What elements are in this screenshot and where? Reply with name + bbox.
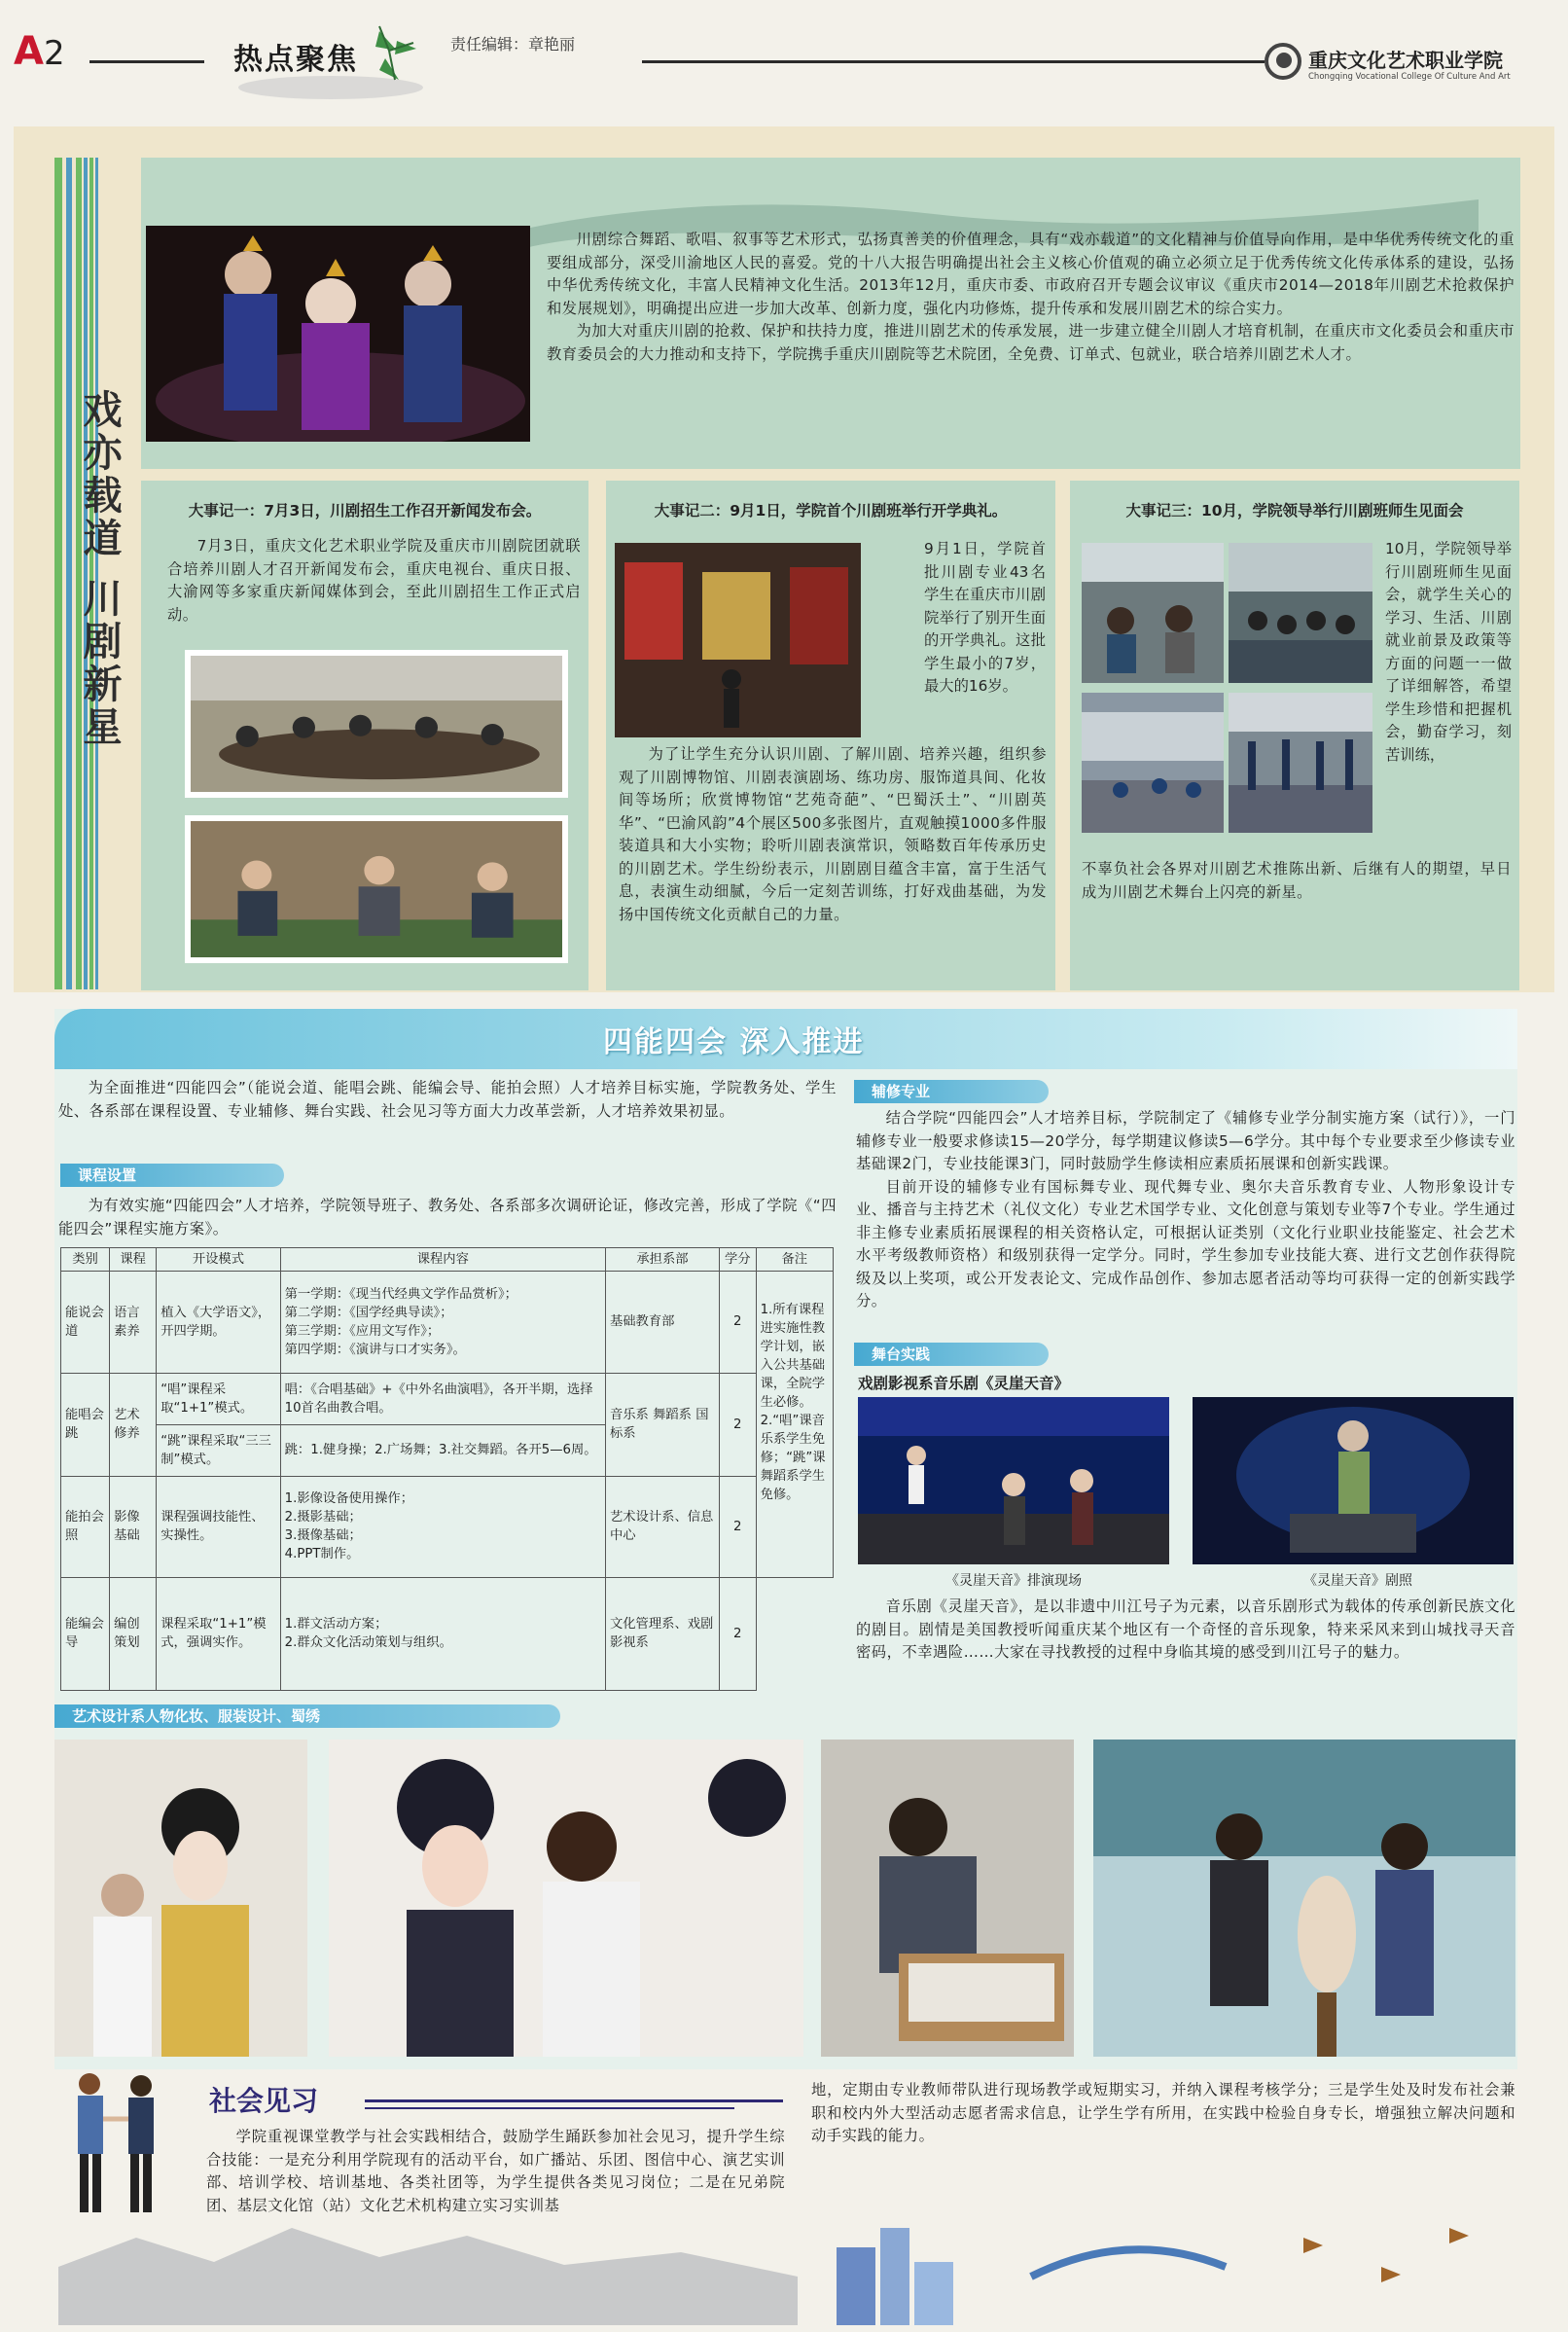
school-emblem-icon	[1265, 43, 1301, 80]
cell-dept: 文化管理系、戏剧影视系	[605, 1577, 719, 1690]
cell-content: 1.影像设备使用操作； 2.摄影基础； 3.摄像基础； 4.PPT制作。	[280, 1476, 605, 1577]
intro-paragraph-1: 川剧综合舞蹈、歌唱、叙事等艺术形式，弘扬真善美的价值理念，具有“戏亦载道”的文化精神与价值导向作用，是中华优秀传统文化的重要组成部分，深受川渝地区人民的喜爱。党的十八大报告明确提出社会主义核心价值观的确立必须立足于优秀传统文化传承体系的建设，弘扬中华优秀传统文化，丰富人民精神文化生活。2013年12月，重庆市委、市政府召开专题会议审议《重庆市2014—2018年川剧艺术抢救保护和发展规划》，明确提出应进一步加大改革、创新力度，强化内功修炼，提升传承和发展川剧艺术的综合实力。	[547, 231, 1515, 317]
course-intro: 为有效实施“四能四会”人才培养，学院领导班子、教务处、各系部多次调研论证，修改完善，形成了学院《“四能四会”课程实施方案》。	[58, 1197, 837, 1238]
cell-course: 编创策划	[110, 1577, 157, 1690]
event-3-title: 大事记三：10月，学院领导举行川剧班师生见面会	[1125, 502, 1464, 520]
event-1-text: 7月3日，重庆文化艺术职业学院及重庆市川剧院团就联合培养川剧人才召开新闻发布会，重庆电视台、重庆日报、大渝网等多家重庆新闻媒体到会，至此川剧招生工作正式启动。	[167, 537, 581, 624]
table-row	[61, 1272, 834, 1373]
event-3-photo-2	[1229, 543, 1372, 683]
stage-text: 音乐剧《灵崖天音》，是以非遗中川江号子为元素，以音乐剧形式为载体的传承创新民族文化的剧目。剧情是美国教授听闻重庆某个地区有一个奇怪的音乐现象，特来采风来到山城找寻天音密码，不幸遇险……大家在寻找教授的过程中身临其境的感受到川江号子的魅力。	[856, 1597, 1515, 1661]
header-rule-right	[642, 60, 1265, 63]
tag-art-design: 艺术设计系人物化妆、服装设计、蜀绣	[54, 1704, 560, 1728]
tag-stage: 舞台实践	[854, 1343, 1049, 1366]
event-3-photo-4	[1229, 693, 1372, 833]
cell-dept: 音乐系 舞蹈系 国标系	[605, 1373, 719, 1476]
cell-dept: 艺术设计系、信息中心	[605, 1476, 719, 1577]
cell-content: 唱：《合唱基础》+《中外名曲演唱》，各开半期，选择10首名曲教合唱。	[280, 1373, 605, 1424]
minor-paragraph-2: 目前开设的辅修专业有国标舞专业、现代舞专业、奥尔夫音乐教育专业、人物形象设计专业、播音与主持艺术（礼仪文化）专业艺术国学专业、文化创意与策划专业等7个专业。学生通过非主修专业素质拓展课程的相关资格认定，可根据认证类别（文化行业职业技能鉴定、社会艺术水平考级教师资格）和级别获得一定学分。同时，学生参加专业技能大赛、进行文艺创作获得院级及以上奖项，或公开发表论文、完成作品创作、参加志愿者活动等均可获得一定的创新实践学分。	[856, 1177, 1515, 1310]
cell-course: 语言素养	[110, 1272, 157, 1373]
th-category: 类别	[61, 1248, 110, 1272]
cell-credit: 2	[719, 1476, 756, 1577]
section-title-chuanju: 戏亦载道 川剧新星	[77, 389, 123, 749]
th-content: 课程内容	[280, 1248, 605, 1272]
school-name: 重庆文化艺术职业学院	[1308, 49, 1503, 72]
art-photo-embroidery	[821, 1740, 1074, 2057]
th-credit: 学分	[719, 1248, 756, 1272]
cell-dept: 基础教育部	[605, 1272, 719, 1373]
column-logo-text: 热点聚焦	[233, 43, 358, 77]
event-1-photo-1	[185, 650, 568, 798]
social-practice-title: 社会见习	[209, 2085, 319, 2117]
business-people-illustration	[58, 2064, 175, 2230]
cell-credit: 2	[719, 1577, 756, 1690]
stage-subtitle: 戏剧影视系音乐剧《灵崖天音》	[858, 1375, 1070, 1392]
art-photo-makeup-2	[329, 1740, 803, 2057]
cell-mode: “跳”课程采取“三三制”模式。	[157, 1424, 280, 1476]
cell-mode: 植入《大学语文》，开四学期。	[157, 1272, 280, 1373]
cell-course: 影像基础	[110, 1476, 157, 1577]
table-row	[61, 1577, 834, 1690]
minor-paragraph-1: 结合学院“四能四会”人才培养目标，学院制定了《辅修专业学分制实施方案（试行）》，一门辅修专业一般要求修读15—20学分，每学期建议修读5—6学分。其中每个专业要求至少修读专业基础课2门，专业技能课3门，同时鼓励学生修读相应素质拓展课和创新实践课。	[856, 1109, 1515, 1172]
intro-paragraph-2: 为加大对重庆川剧的抢救、保护和扶持力度，推进川剧艺术的传承发展，进一步建立健全川剧人才培育机制，在重庆市文化委员会和重庆市教育委员会的大力推动和支持下，学院携手重庆川剧院等艺术院团，全免费、订单式、包就业，联合培养川剧艺术人才。	[547, 322, 1515, 363]
table-row	[61, 1373, 834, 1424]
mountain-city-illustration	[58, 2208, 1517, 2325]
header-rule-left	[89, 60, 204, 63]
event-1-title: 大事记一：7月3日，川剧招生工作召开新闻发布会。	[188, 502, 542, 520]
cell-content: 跳：1.健身操；2.广场舞；3.社交舞蹈。各开5—6周。	[280, 1424, 605, 1476]
cell-content: 1.群文活动方案； 2.群众文化活动策划与组织。	[280, 1577, 605, 1690]
table-row	[61, 1476, 834, 1577]
tag-minor: 辅修专业	[854, 1080, 1049, 1103]
event-3-text-b: 不辜负社会各界对川剧艺术推陈出新、后继有人的期望，早日成为川剧艺术舞台上闪亮的新星。	[1082, 860, 1512, 901]
th-course: 课程	[110, 1248, 157, 1272]
stage-caption-2: 《灵崖天音》剧照	[1303, 1573, 1412, 1589]
event-3-photo-3	[1082, 693, 1224, 833]
event-2-photo	[615, 543, 861, 737]
cell-note: 1.所有课程进实施性教学计划，嵌入公共基础课，全院学生必修。2.“唱”课音乐系学生免修；“跳”课舞蹈系学生免修。	[756, 1272, 833, 1577]
cell-course: 艺术修养	[110, 1373, 157, 1476]
event-1-photo-2	[185, 815, 568, 963]
page-number: A2	[14, 29, 65, 74]
event-2-text-a: 9月1日，学院首批川剧专业43名学生在重庆市川剧院举行了别开生面的开学典礼。这批学生最小的7岁，最大的16岁。	[924, 540, 1046, 695]
cell-category: 能拍会照	[61, 1476, 110, 1577]
intro-text	[547, 229, 1515, 366]
art-photo-makeup-1	[54, 1740, 307, 2057]
th-dept: 承担系部	[605, 1248, 719, 1272]
stage-caption-1: 《灵崖天音》排演现场	[945, 1573, 1082, 1589]
cell-content: 第一学期：《现当代经典文学作品赏析》； 第二学期：《国学经典导读》； 第三学期：《应用文写作》； 第四学期：《演讲与口才实务》。	[280, 1272, 605, 1373]
art-photo-fashion	[1093, 1740, 1515, 2057]
cell-category: 能说会道	[61, 1272, 110, 1373]
cell-credit: 2	[719, 1373, 756, 1476]
stage-photo-still	[1193, 1397, 1514, 1564]
minor-text	[856, 1107, 1515, 1313]
social-title-underline	[365, 2099, 783, 2102]
cell-category: 能编会导	[61, 1577, 110, 1690]
event-2-title: 大事记二：9月1日，学院首个川剧班举行开学典礼。	[654, 502, 1008, 520]
th-mode: 开设模式	[157, 1248, 280, 1272]
event-3-text-a: 10月，学院领导举行川剧班师生见面会，就学生关心的学习、生活、川剧就业前景及政策等方面的问题一一做了详细解答，希望学生珍惜和把握机会，勤奋学习，刻苦训练，	[1385, 540, 1512, 764]
editor-credit: 责任编辑：章艳丽	[450, 35, 576, 54]
tag-course-setting: 课程设置	[60, 1164, 284, 1187]
section2-intro: 为全面推进“四能四会”（能说会道、能唱会跳、能编会导、能拍会照）人才培养目标实施，学院教务处、学生处、各系部在课程设置、专业辅修、舞台实践、社会见习等方面大力改革尝新，人才培养效果初显。	[58, 1079, 837, 1120]
section-title-four-abilities: 四能四会 深入推进	[603, 1025, 865, 1059]
event-3-photo-1	[1082, 543, 1224, 683]
th-note: 备注	[756, 1248, 833, 1272]
chuanju-stage-photo	[146, 226, 530, 442]
event-2-text-b: 为了让学生充分认识川剧、了解川剧、培养兴趣，组织参观了川剧博物馆、川剧表演剧场、练功房、服饰道具间、化妆间等场所；欣赏博物馆“艺苑奇葩”、“巴蜀沃土”、“川剧英华”、“巴渝风韵”4个展区500多张图片，直观触摸1000多件服装道具和大小实物；聆听川剧表演常识，领略数百年传承历史的川剧艺术。学生纷纷表示，川剧剧目蕴含丰富，富于生活气息，表演生动细腻，今后一定刻苦训练，打好戏曲基础，为发扬中国传统文化贡献自己的力量。	[619, 745, 1047, 923]
cell-mode: 课程采取“1+1”模式，强调实作。	[157, 1577, 280, 1690]
stage-photo-rehearsal	[858, 1397, 1169, 1564]
cell-credit: 2	[719, 1272, 756, 1373]
cell-mode: “唱”课程采取“1+1”模式。	[157, 1373, 280, 1424]
cell-mode: 课程强调技能性、实操性。	[157, 1476, 280, 1577]
social-title-underline-2	[365, 2107, 734, 2109]
social-text-a: 学院重视课堂教学与社会实践相结合，鼓励学生踊跃参加社会见习，提升学生综合技能：一是充分利用学院现有的活动平台，如广播站、乐团、图信中心、演艺实训部、培训学校、培训基地、各类社团等，为学生提供各类见习岗位；二是在兄弟院团、基层文化馆（站）文化艺术机构建立实习实训基	[206, 2128, 785, 2214]
social-text-b: 地，定期由专业教师带队进行现场教学或短期实习，并纳入课程考核学分；三是学生处及时发布社会兼职和校内外大型活动志愿者需求信息，让学生学有所用，在实践中检验自身专长，增强独立解决问题和动手实践的能力。	[811, 2081, 1515, 2144]
school-name-en: Chongqing Vocational College Of Culture And Art	[1308, 72, 1511, 82]
course-table	[60, 1247, 834, 1695]
cell-category: 能唱会跳	[61, 1373, 110, 1476]
column-logo	[233, 21, 428, 109]
